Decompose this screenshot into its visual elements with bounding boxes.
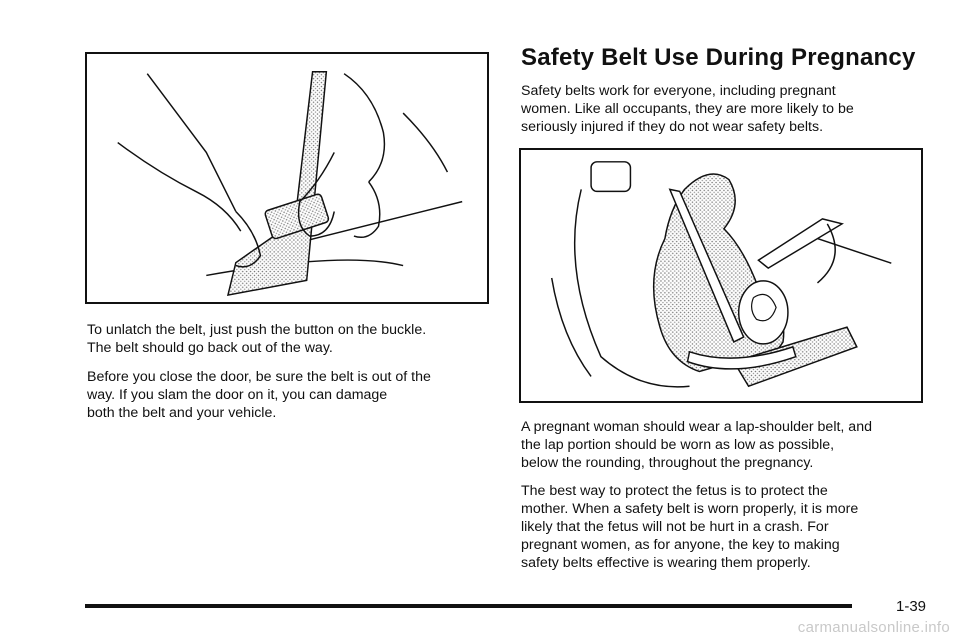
intro-paragraph: Safety belts work for everyone, including pregnant women. Like all occupants, they are more likely to be seriously injured if they do not wear safety belts. <box>521 83 854 135</box>
close-door-paragraph: Before you close the door, be sure the belt is out of the way. If you slam the door on it, you can damage both the belt and your vehicle. <box>87 369 431 421</box>
unlatch-paragraph: To unlatch the belt, just push the button on the buckle. The belt should go back out of the way. <box>87 322 427 356</box>
watermark: carmanualsonline.info <box>797 619 950 636</box>
footer-rule <box>85 604 852 608</box>
buckle-illustration <box>85 52 489 304</box>
lap-belt-paragraph: A pregnant woman should wear a lap-shoulder belt, and the lap portion should be worn as low as possible, below the rounding, throughout the pregnancy. <box>521 419 872 471</box>
pregnancy-belt-illustration <box>519 148 923 403</box>
section-heading: Safety Belt Use During Pregnancy <box>521 44 916 71</box>
protect-fetus-paragraph: The best way to protect the fetus is to protect the mother. When a safety belt is worn properly, it is more likely that the fetus will not be hurt in a crash. For pregnant women, as for anyone, the key to making safety belts effective is wearing them properly. <box>521 483 859 571</box>
page-number: 1-39 <box>896 598 927 615</box>
